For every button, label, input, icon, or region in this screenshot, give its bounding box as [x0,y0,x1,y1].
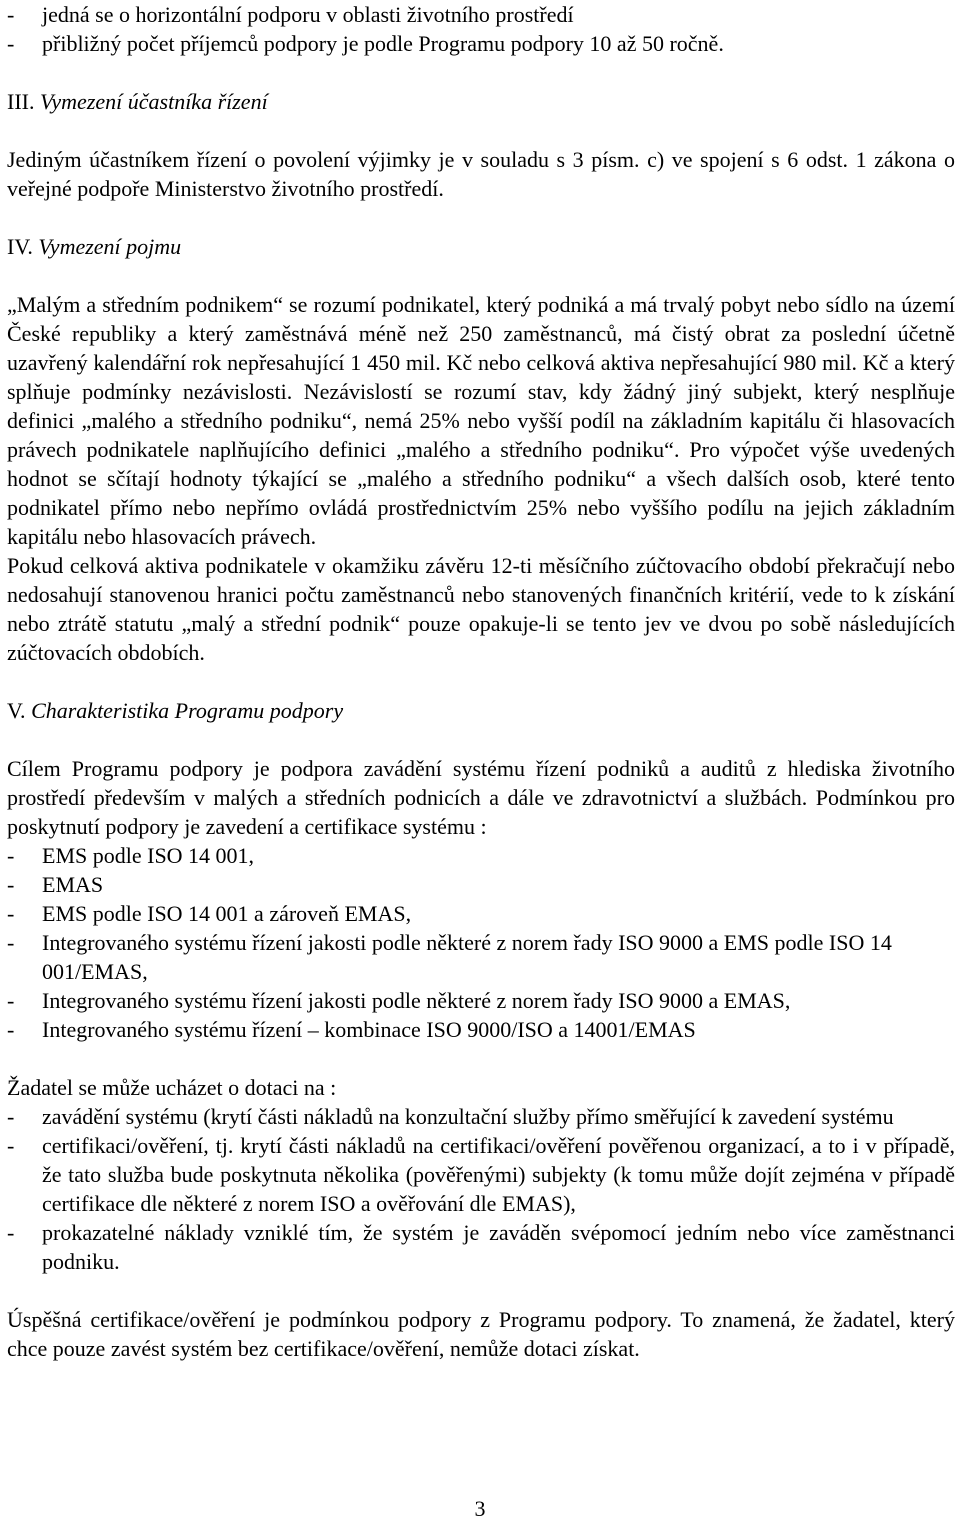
applicant-list [7,1102,955,1276]
list-item: - zavádění systému (krytí části nákladů na konzultační služby přímo směřující k zavedení systému [7,1104,894,1129]
list-item: - jedná se o horizontální podporu v oblasti životního prostředí [7,2,574,27]
document-page [7,0,955,1363]
list-item: - Integrovaného systému řízení – kombinace ISO 9000/ISO a 14001/EMAS [7,1017,696,1042]
section-heading-v: V. Charakteristika Programu podpory [7,698,344,723]
list-item: - EMS podle ISO 14 001 a zároveň EMAS, [7,901,412,926]
dash-marker: - [7,2,15,27]
list-item: - EMS podle ISO 14 001, [7,843,255,868]
section-iv-paragraph-2: Pokud celková aktiva podnikatele v okamžiku závěru 12-ti měsíčního zúčtovacího období překračují nebo nedosahují stanovenou hranici počtu zaměstnanců nebo stanovených finančních kritérií, vede to k získání nebo ztrátě statutu „malý a střední podnik“ pouze opakuje-li se tento jev ve dvou po sobě následujících zúčtovacích obdobích. [7,553,955,665]
list-item: - EMAS [7,872,104,897]
dash-marker: - [7,1220,15,1245]
dash-marker: - [7,930,15,955]
dash-marker: - [7,843,15,868]
list-item: - certifikaci/ověření, tj. krytí části nákladů na certifikaci/ověření pověřenou organizací, a to i v případě, že tato služba bude poskytnuta několika (pověřenými) subjekty (k tomu může dojít zejména v případě certifikace dle některé z norem ISO a ověřování dle EMAS), [7,1133,955,1216]
dash-marker: - [7,31,15,56]
dash-marker: - [7,872,15,897]
list-item: - Integrovaného systému řízení jakosti podle některé z norem řady ISO 9000 a EMS podle ISO 14 001/EMAS, [7,930,892,984]
applicant-intro: Žadatel se může ucházet o dotaci na : [7,1075,337,1100]
section-iv-paragraph-1: „Malým a středním podnikem“ se rozumí podnikatel, který podniká a má trvalý pobyt nebo sídlo na území České republiky a který zaměstnává méně než 250 zaměstnanců, má čistý obrat za poslední účetně uzavřený kalendářní rok nepřesahující 1 450 mil. Kč nebo celková aktiva nepřesahující 980 mil. Kč a který splňuje podmínky nezávislosti. Nezávislostí se rozumí stav, kdy žádný jiný subjekt, který nesplňuje definici „malého a středního podniku“, nemá 25% nebo vyšší podíl na základním kapitálu či hlasovacích právech podnikatele naplňujícího definici „malého a středního podniku“. Pro výpočet výše uvedených hodnot se sčítají hodnoty týkající se „malého a středního podniku“ a všech dalších osob, které tento podnikatel přímo nebo nepřímo ovládá prostřednictvím 25% nebo vyššího podílu na jejich základním kapitálu nebo hlasovacích právech. [7,292,955,549]
section-v-paragraph: Cílem Programu podpory je podpora zavádění systému řízení podniků a auditů z hlediska životního prostředí především v malých a středních podnicích a dále ve zdravotnictví a službách. Podmínkou pro poskytnutí podpory je zavedení a certifikace systému : [7,756,955,839]
dash-marker: - [7,1133,15,1158]
section-iii-paragraph: Jediným účastníkem řízení o povolení výjimky je v souladu s 3 písm. c) ve spojení s 6 odst. 1 zákona o veřejné podpoře Ministerstvo životního prostředí. [7,147,955,201]
list-item: - Integrovaného systému řízení jakosti podle některé z norem řady ISO 9000 a EMAS, [7,988,791,1013]
closing-paragraph: Úspěšná certifikace/ověření je podmínkou podpory z Programu podpory. To znamená, že žadatel, který chce pouze zavést systém bez certifikace/ověření, nemůže dotaci získat. [7,1307,955,1361]
page-number: 3 [474,1496,486,1521]
top-list [7,0,955,58]
dash-marker: - [7,1017,15,1042]
section-heading-iii: III. Vymezení účastníka řízení [7,89,268,114]
section-heading-iv: IV. Vymezení pojmu [7,234,182,259]
dash-marker: - [7,1104,15,1129]
list-item: - přibližný počet příjemců podpory je podle Programu podpory 10 až 50 ročně. [7,31,724,56]
dash-marker: - [7,988,15,1013]
systems-list [7,841,955,1044]
dash-marker: - [7,901,15,926]
list-item: - prokazatelné náklady vzniklé tím, že systém je zaváděn svépomocí jedním nebo více zaměstnanci podniku. [7,1220,955,1274]
